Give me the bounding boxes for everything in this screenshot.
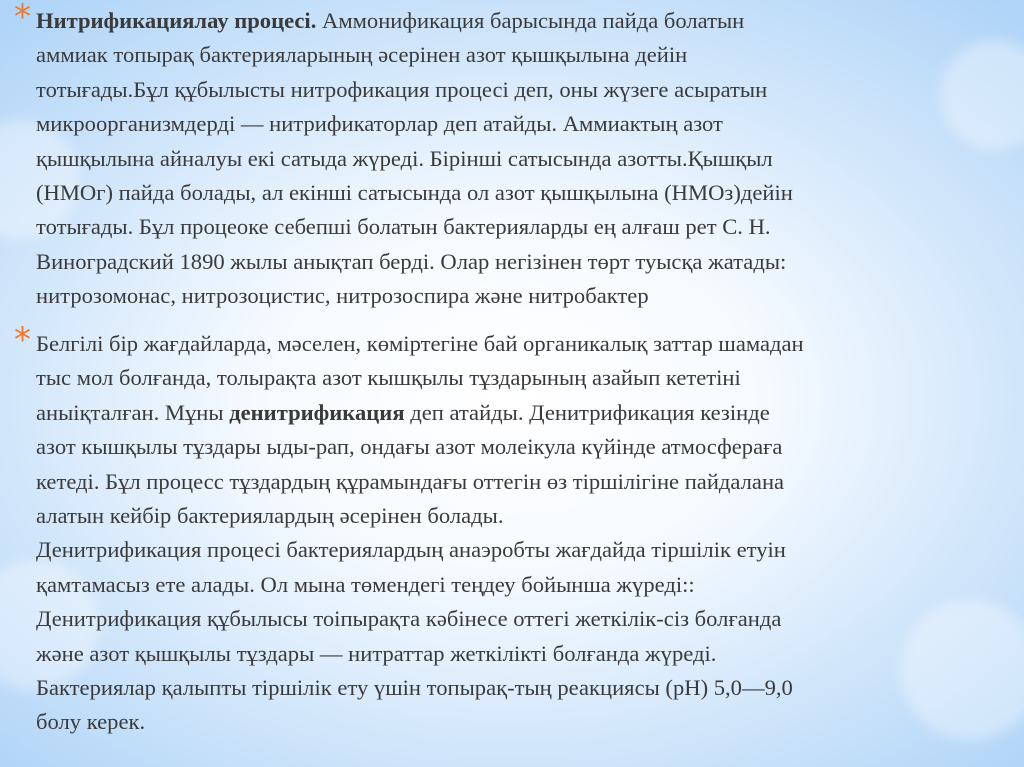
text-line: болу керек. <box>36 709 146 735</box>
text-line: аныіқталған. Мұны денитрификация деп атайды. Денитрификация кезінде <box>36 399 770 425</box>
text-line: Нитрификациялау процесі. Аммонификация барысында пайда болатын <box>36 8 745 33</box>
bullet-icon: * <box>14 320 31 360</box>
bullet-icon: * <box>14 0 31 37</box>
text-line: азот кышқылы тұздары ыды-рап, ондағы азот молеікула күйінде атмосфераға <box>36 434 783 460</box>
text-line: Бактериялар қалыпты тіршілік ету үшін топырақ-тың реакциясы (рН) 5,0—9,0 <box>36 675 793 701</box>
text-line: тотығады.Бұл құбылысты нитрофикация процесі деп, оны жүзеге асыратын <box>36 76 768 102</box>
bullet-paragraph-nitrification <box>14 0 1004 314</box>
text-line: Белгілі бір жағдайларда, мәселен, көміртегіне бай органикалық заттар шамадан <box>36 331 804 356</box>
bullet-paragraph-denitrification <box>14 320 1004 740</box>
text-line: тотығады. Бұл процеоке себепші болатын бактерияларды ең алғаш рет С. Н. <box>36 214 771 240</box>
text-line: Денитрификация құбылысы тоіпырақта кәбінесе оттегі жеткілік-сіз болғанда <box>36 606 782 632</box>
text-line: қамтамасыз ете алады. Ол мына төмендегі теңдеу бойынша жүреді:: <box>36 571 695 597</box>
text-line: аммиак топырақ бактерияларының әсерінен азот қышқылына дейін <box>36 42 688 68</box>
text-line: алатын кейбір бактериялардың әсерінен болады. <box>36 503 504 529</box>
bold-term: денитрификация <box>229 399 405 425</box>
heading-text: Нитрификациялау процесі. <box>36 8 317 33</box>
text-line: қышқылына айналуы екі сатыда жүреді. Бірінші сатысында азотты.Қышқыл <box>36 145 773 171</box>
text-line: Виноградский 1890 жылы анықтап берді. Олар негізінен төрт туысқа жатады: <box>36 248 787 274</box>
text-line: Денитрификация процесі бактериялардың анаэробты жағдайда тіршілік етуін <box>36 537 786 563</box>
text-line: микроорганизмдерді — нитрификаторлар деп атайды. Аммиактың азот <box>36 111 723 137</box>
text-line: (НМОг) пайда болады, ал екінші сатысында ол азот қышқылына (НМОз)дейін <box>36 180 793 206</box>
text-line: тыс мол болғанда, толырақта азот кышқылы тұздарының азайып кететіні <box>36 365 741 391</box>
text-line: нитрозомонас, нитрозоцистис, нитрозоспира және нитробактер <box>36 283 649 309</box>
text-line: және азот қышқылы тұздары — нитраттар жеткілікті болғанда жүреді. <box>36 640 717 666</box>
text-line: кетеді. Бұл процесс тұздардың құрамындағы оттегін өз тіршілігіне пайдалана <box>36 468 785 494</box>
